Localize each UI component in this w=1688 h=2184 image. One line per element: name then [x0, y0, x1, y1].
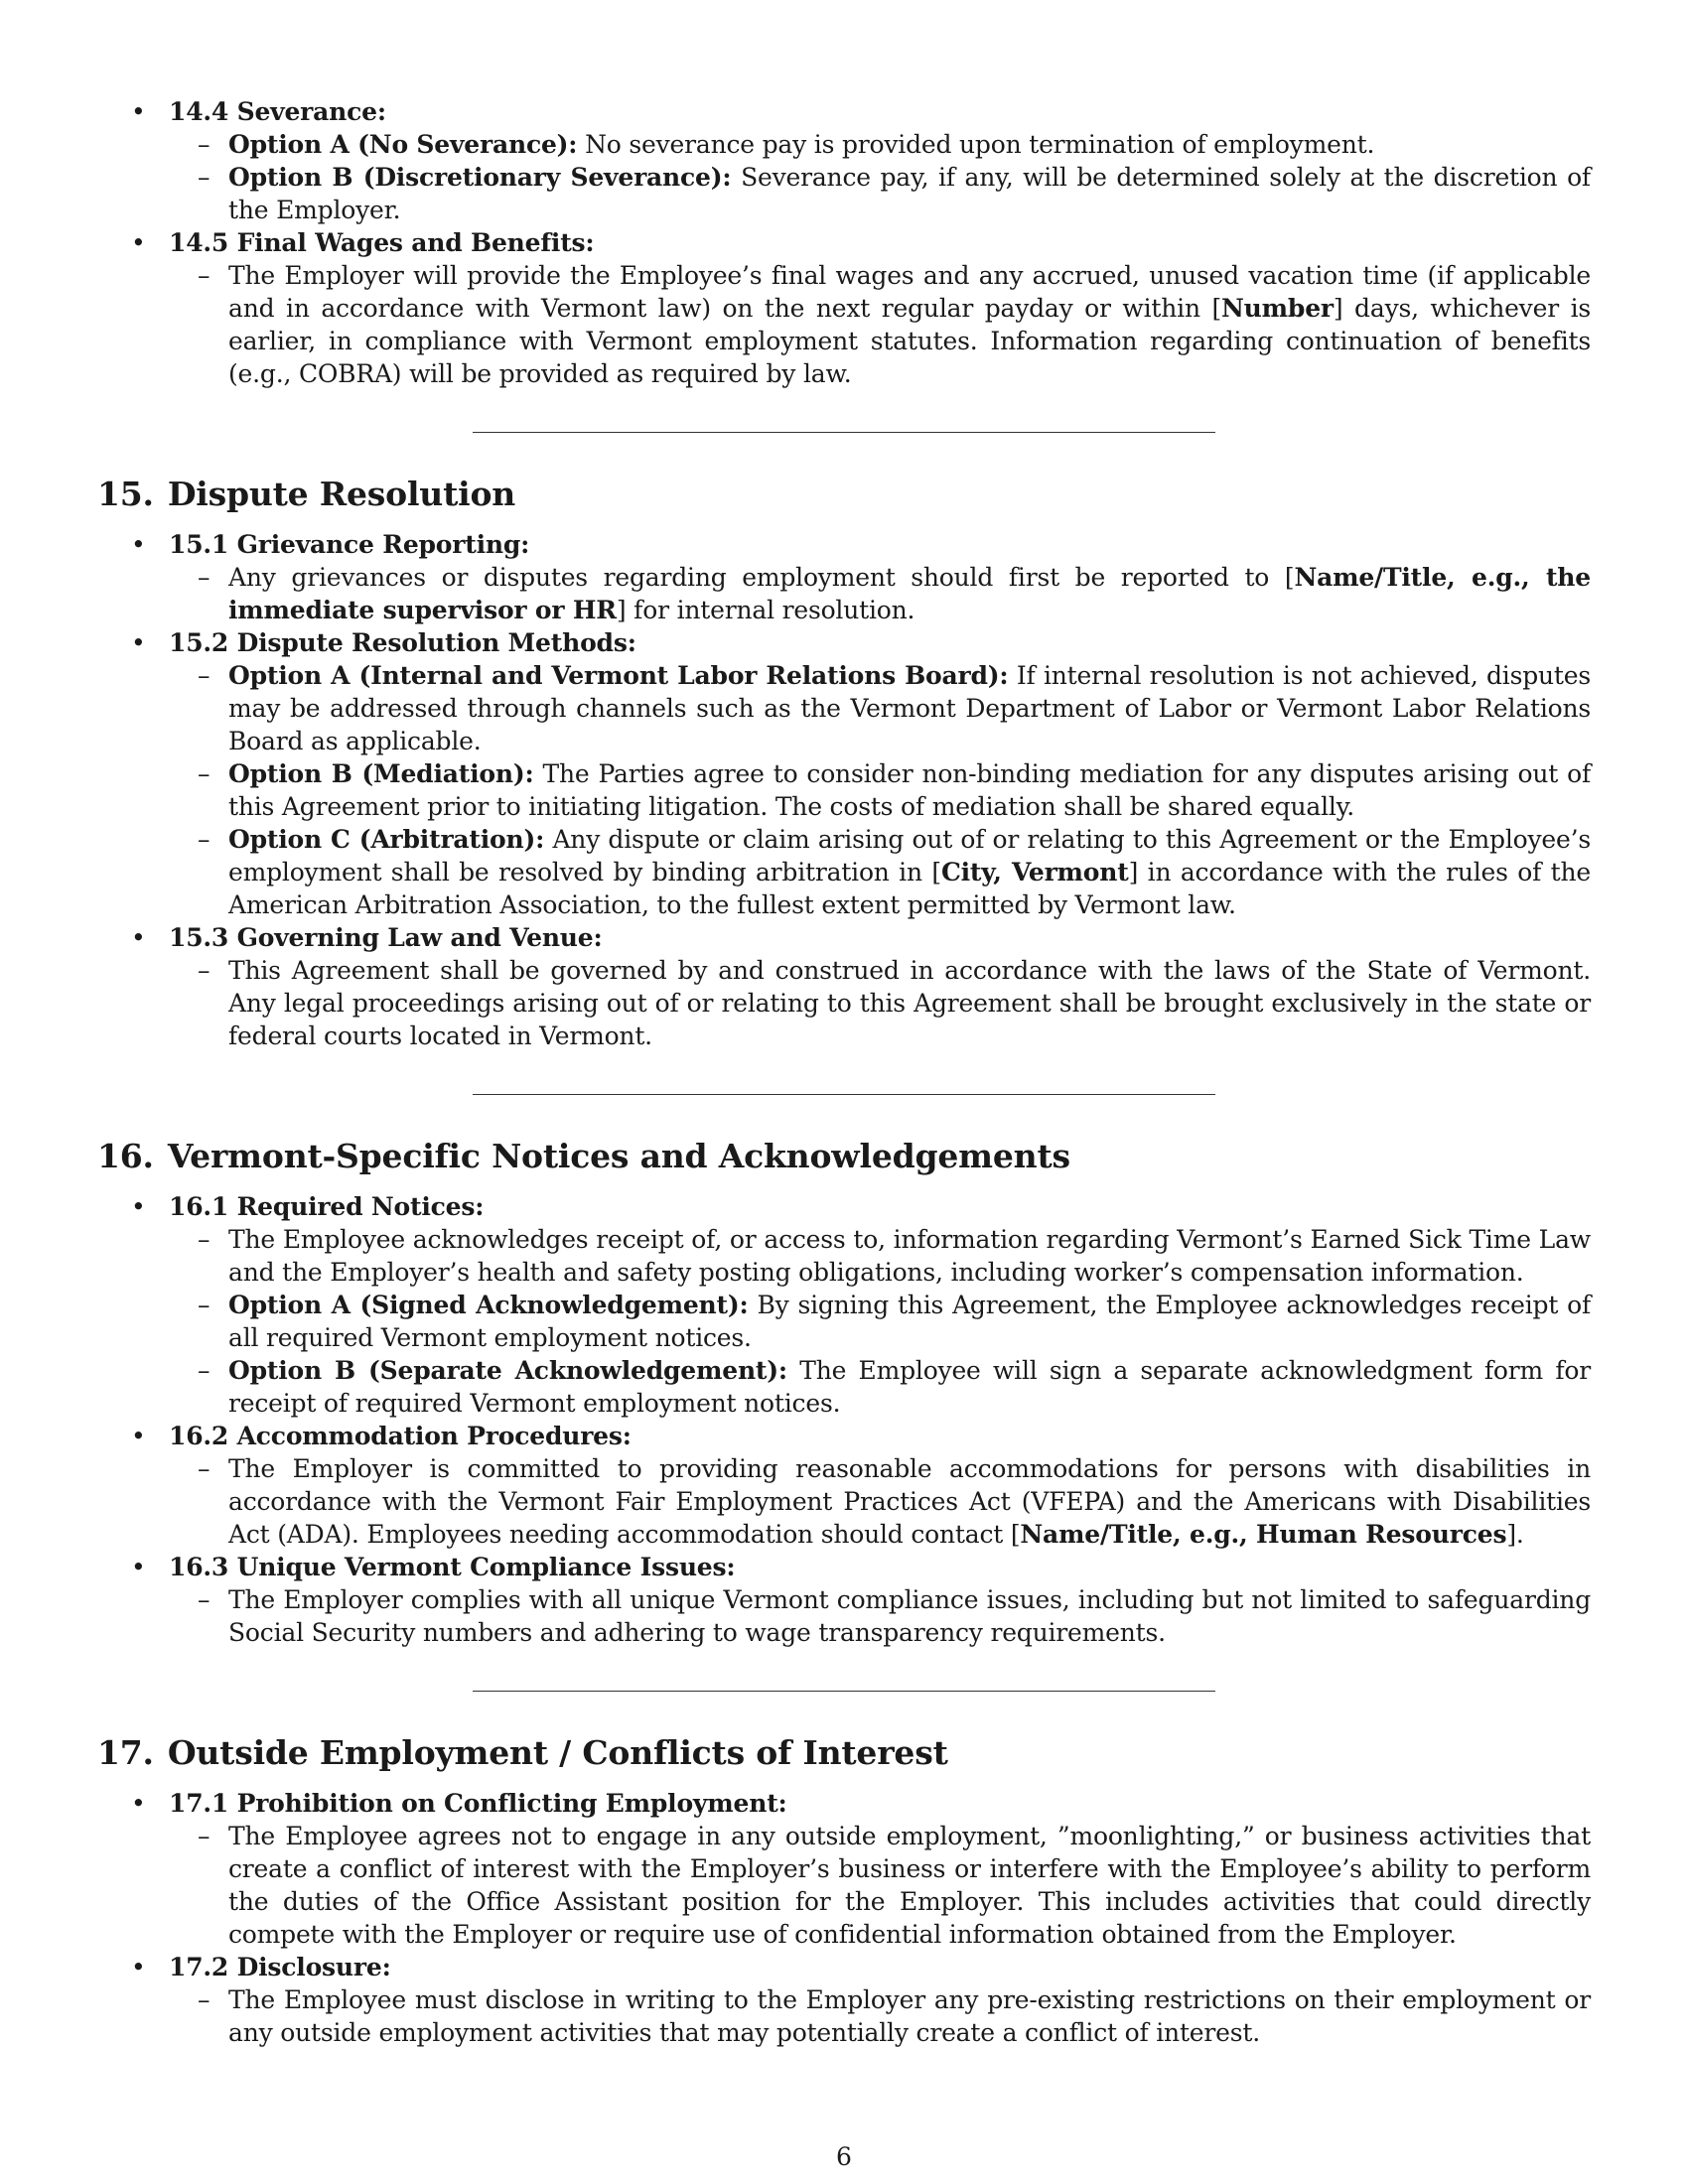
item-title: 16.2 Accommodation Procedures:: [169, 1422, 632, 1450]
dash: –: [198, 261, 211, 290]
sub-item-15-2-option-b: [97, 757, 1591, 823]
paragraph-text: Any grievances or disputes regarding employment should first be reported to: [228, 563, 1285, 592]
section-number: 17.: [97, 1733, 154, 1772]
list-item-14-5: [97, 226, 1591, 259]
dash: –: [198, 1291, 211, 1319]
sub-item-15-1-text: – Any grievances or disputes regarding employment should first be reported to [Name/Title, e.g., the immediate supervisor or HR] for internal resolution.: [198, 563, 1591, 624]
list-item-16-3: [97, 1551, 1591, 1583]
placeholder-field: Name/Title, e.g., the immediate supervisor or HR: [228, 563, 1591, 624]
list-item-17-2: [97, 1951, 1591, 1983]
placeholder-field: City, Vermont: [940, 858, 1129, 887]
dash: –: [198, 1822, 211, 1850]
section-number: 16.: [97, 1137, 154, 1175]
option-label: Option C (Arbitration):: [228, 825, 545, 854]
dash: –: [198, 1225, 211, 1254]
bullet: •: [131, 1422, 146, 1450]
section-divider: [473, 432, 1215, 433]
item-title: 15.2 Dispute Resolution Methods:: [169, 628, 636, 657]
section-heading-15: [97, 475, 1591, 514]
option-label: Option A (Internal and Vermont Labor Relations Board):: [228, 661, 1009, 690]
section-divider: [473, 1094, 1215, 1095]
option-text: Severance pay, if any, will be determined solely at the discretion of the Employer.: [228, 163, 1591, 224]
bullet: •: [131, 97, 146, 126]
item-title: 15.3 Governing Law and Venue:: [169, 923, 603, 952]
bullet: •: [131, 1192, 146, 1221]
section-title: Outside Employment / Conflicts of Interest: [167, 1733, 948, 1772]
list-item-14-4: [97, 95, 1591, 128]
item-title: 16.1 Required Notices:: [169, 1192, 485, 1221]
paragraph-text: The Employer is committed to providing reasonable accommodations for persons with disabilities in accordance with the Vermont Fair Employment Practices Act (VFEPA) and the Americans with Disabilities Act (ADA). Employees needing accommodation should contact: [228, 1454, 1591, 1549]
sub-item-16-2-text: – The Employer is committed to providing reasonable accommodations for persons with disabilities in accordance with the Vermont Fair Employment Practices Act (VFEPA) and the Americans with Disabilities Act (ADA). Employees needing accommodation should contact [Name/Title, e.g., Human Resources].: [198, 1454, 1591, 1549]
sub-item-14-5-text: – The Employer will provide the Employee’s final wages and any accrued, unused vacation time (if applicable and in accordance with Vermont law) on the next regular payday or within [Number] days, whichever is earlier, in compliance with Vermont employment statutes. Information regarding continuation of benefits (e.g., COBRA) will be provided as required by law.: [198, 261, 1592, 388]
option-text: The Employee will sign a separate acknowledgment form for receipt of required Vermont employment notices.: [228, 1356, 1591, 1418]
paragraph-text: for internal resolution.: [626, 596, 915, 624]
dash: –: [198, 1356, 211, 1385]
dash: –: [198, 1985, 211, 2014]
bullet: •: [131, 1789, 146, 1818]
paragraph-text: The Employee acknowledges receipt of, or access to, information regarding Vermont’s Earned Sick Time Law and the Employer’s health and safety posting obligations, including worker’s compensation information.: [228, 1225, 1591, 1287]
option-text: By signing this Agreement, the Employee acknowledges receipt of all required Vermont employment notices.: [228, 1291, 1592, 1352]
paragraph-text: This Agreement shall be governed by and construed in accordance with the laws of the State of Vermont. Any legal proceedings arising out of or relating to this Agreement shall be brought exclusively in the state or federal courts located in Vermont.: [228, 956, 1591, 1050]
paragraph-text: days, whichever is earlier, in compliance with Vermont employment statutes. Information regarding continuation of benefits (e.g., COBRA) will be provided as required by law.: [228, 294, 1592, 388]
option-label: Option A (Signed Acknowledgement):: [228, 1291, 749, 1319]
item-title: 17.1 Prohibition on Conflicting Employment:: [169, 1789, 787, 1818]
option-text: No severance pay is provided upon termination of employment.: [585, 130, 1375, 159]
list-item-15-2: [97, 626, 1591, 659]
dash: –: [198, 956, 211, 985]
sub-item-15-2-option-a: [97, 659, 1591, 757]
sub-item-16-3-text: [97, 1583, 1591, 1649]
page-number: 6: [836, 2142, 852, 2171]
dash: –: [198, 163, 211, 192]
list-item-15-3: [97, 921, 1591, 954]
sub-item-16-1-option-a: [97, 1289, 1591, 1354]
bullet: •: [131, 628, 146, 657]
section-heading-16: [97, 1137, 1591, 1176]
list-item-16-1: [97, 1190, 1591, 1223]
bullet: •: [131, 1953, 146, 1981]
document-page: [97, 95, 1591, 2049]
section-number: 15.: [97, 475, 154, 513]
placeholder-field: Number: [1221, 294, 1334, 323]
paragraph-text: The Employee must disclose in writing to the Employer any pre-existing restrictions on their employment or any outside employment activities that may potentially create a conflict of interest.: [228, 1985, 1591, 2047]
paragraph-text: The Employee agrees not to engage in any outside employment, ”moonlighting,” or business activities that create a conflict of interest with the Employer’s business or interfere with the Employee’s ability to perform the duties of the Office Assistant position for the Employer. This includes activities that could directly compete with the Employer or require use of confidential information obtained from the Employer.: [228, 1822, 1591, 1949]
dash: –: [198, 825, 211, 854]
dash: –: [198, 130, 211, 159]
option-label: Option B (Mediation):: [228, 759, 534, 788]
option-label: Option B (Separate Acknowledgement):: [228, 1356, 787, 1385]
option-label: Option B (Discretionary Severance):: [228, 163, 732, 192]
bullet: •: [131, 530, 146, 559]
option-label: Option A (No Severance):: [228, 130, 578, 159]
dash: –: [198, 1585, 211, 1614]
bullet: •: [131, 228, 146, 257]
item-title: 14.5 Final Wages and Benefits:: [169, 228, 595, 257]
sub-item-14-4-option-a: [97, 128, 1591, 161]
dash: –: [198, 563, 211, 592]
section-title: Vermont-Specific Notices and Acknowledgements: [167, 1137, 1070, 1175]
dash: –: [198, 759, 211, 788]
paragraph-text: The Employer complies with all unique Vermont compliance issues, including but not limited to safeguarding Social Security numbers and adhering to wage transparency requirements.: [228, 1585, 1591, 1647]
option-text: Any dispute or claim arising out of or relating to this Agreement or the Employee’s employment shall be resolved by binding arbitration in: [228, 825, 1592, 887]
sub-item-15-2-option-c: – Option C (Arbitration): Any dispute or claim arising out of or relating to this Agreement or the Employee’s employment shall be resolved by binding arbitration in [City, Vermont] in accordance with the rules of the American Arbitration Association, to the fullest extent permitted by Vermont law.: [198, 825, 1592, 919]
paragraph-text: The Employer will provide the Employee’s final wages and any accrued, unused vacation time (if applicable and in accordance with Vermont law) on the next regular payday or within: [228, 261, 1591, 323]
list-item-16-2: [97, 1420, 1591, 1452]
list-item-15-1: [97, 528, 1591, 561]
dash: –: [198, 1454, 211, 1483]
item-title: 14.4 Severance:: [169, 97, 386, 126]
sub-item-14-4-option-b: [97, 161, 1591, 226]
option-text: in accordance with the rules of the American Arbitration Association, to the fullest extent permitted by Vermont law.: [228, 858, 1591, 919]
item-title: 16.3 Unique Vermont Compliance Issues:: [169, 1553, 736, 1581]
section-divider: [473, 1691, 1215, 1692]
option-text: The Parties agree to consider non-binding mediation for any disputes arising out of this Agreement prior to initiating litigation. The costs of mediation shall be shared equally.: [228, 759, 1592, 821]
sub-item-17-2-text: [97, 1983, 1591, 2049]
sub-item-16-1-option-b: [97, 1354, 1591, 1420]
option-text: If internal resolution is not achieved, disputes may be addressed through channels such as the Vermont Department of Labor or Vermont Labor Relations Board as applicable.: [228, 661, 1591, 755]
placeholder-field: Name/Title, e.g., Human Resources: [1020, 1520, 1507, 1549]
item-title: 15.1 Grievance Reporting:: [169, 530, 530, 559]
dash: –: [198, 661, 211, 690]
item-title: 17.2 Disclosure:: [169, 1953, 391, 1981]
bullet: •: [131, 1553, 146, 1581]
sub-item-15-3-text: [97, 954, 1591, 1052]
sub-item-16-1-text: [97, 1223, 1591, 1289]
bullet: •: [131, 923, 146, 952]
sub-item-17-1-text: [97, 1820, 1591, 1951]
section-heading-17: [97, 1733, 1591, 1773]
list-item-17-1: [97, 1787, 1591, 1820]
paragraph-text: .: [1515, 1520, 1524, 1549]
section-title: Dispute Resolution: [167, 475, 516, 513]
